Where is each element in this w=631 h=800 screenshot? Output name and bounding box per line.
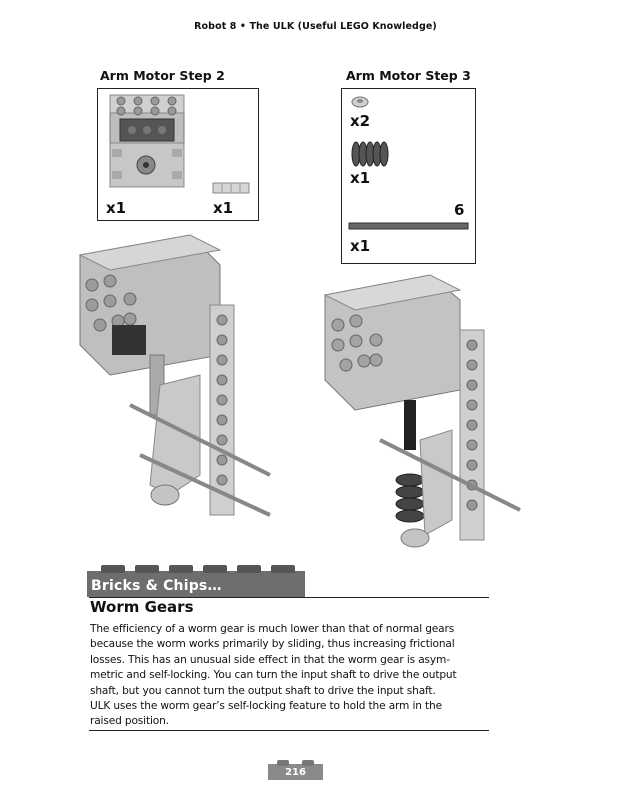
sidebar-body xyxy=(90,622,490,730)
beam-qty: x1 xyxy=(213,199,234,217)
running-head: Robot 8 • The ULK (Useful LEGO Knowledge) xyxy=(194,21,437,32)
body-line: losses. This has an unusual side effect in that the worm gear is asym- xyxy=(90,653,450,666)
body-line: ULK uses the worm gear’s self-locking feature to hold the arm in the xyxy=(90,700,442,713)
bushing-icon xyxy=(350,93,374,109)
motor-assembly-icon xyxy=(106,93,186,193)
step-2-title: Arm Motor Step 2 xyxy=(100,68,225,83)
sidebar-bottom-rule xyxy=(89,730,489,731)
body-line: The efficiency of a worm gear is much lower than that of normal gears xyxy=(90,623,455,635)
page-number: 216 xyxy=(285,767,306,778)
bushing-qty: x2 xyxy=(350,112,371,130)
axle-length: 6 xyxy=(454,201,465,219)
half-bushing-beam-icon xyxy=(212,177,252,199)
axle-icon xyxy=(348,221,470,231)
body-line: shaft, but you cannot turn the output shaft to drive the input shaft. xyxy=(90,684,436,697)
body-line: raised position. xyxy=(90,715,169,728)
step-3-parts-box xyxy=(341,88,476,264)
step-2-parts-box xyxy=(97,88,259,221)
sidebar-title: Worm Gears xyxy=(90,598,194,616)
step-3-model-illustration xyxy=(320,270,530,560)
body-line: because the worm works primarily by sliding, thus increasing frictional xyxy=(90,638,455,651)
bricks-chips-label: Bricks & Chips… xyxy=(91,578,222,594)
step-3-title: Arm Motor Step 3 xyxy=(346,68,471,83)
axle-qty: x1 xyxy=(350,237,371,255)
body-line: metric and self-locking. You can turn the input shaft to drive the output xyxy=(90,669,457,682)
worm-gear-icon xyxy=(350,139,394,169)
worm-gear-qty: x1 xyxy=(350,169,371,187)
step-2-model-illustration xyxy=(70,225,280,535)
motor-qty: x1 xyxy=(106,199,127,217)
